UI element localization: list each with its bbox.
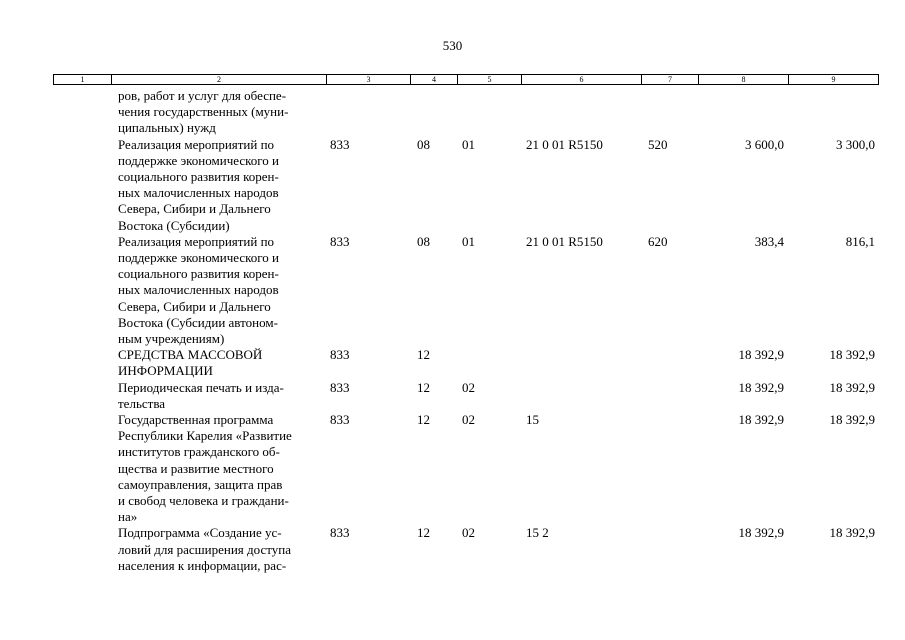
cell-ministry-code: 833	[330, 525, 350, 541]
table-row	[0, 234, 905, 347]
description-line: Подпрограмма «Создание ус-	[118, 525, 282, 541]
cell-section: 08	[417, 136, 430, 152]
table-header	[53, 74, 879, 85]
cell-ministry-code: 833	[330, 233, 350, 249]
cell-target-item: 15 2	[526, 525, 549, 541]
description-line: Востока (Субсидии)	[118, 217, 230, 233]
cell-amount-2: 3 300,0	[836, 136, 875, 152]
cell-amount-1: 18 392,9	[738, 347, 784, 363]
cell-expense-type: 520	[648, 136, 668, 152]
description-line: Севера, Сибири и Дальнего	[118, 201, 271, 217]
header-col-5: 5	[458, 75, 522, 84]
cell-ministry-code: 833	[330, 379, 350, 395]
header-col-7: 7	[642, 75, 699, 84]
cell-amount-1: 383,4	[754, 233, 784, 249]
cell-subsection: 02	[462, 525, 475, 541]
row-description	[118, 234, 323, 347]
header-col-4: 4	[411, 75, 458, 84]
description-line: самоуправления, защита прав	[118, 476, 283, 492]
description-line: Периодическая печать и изда-	[118, 379, 284, 395]
row-description	[118, 380, 323, 412]
table-row	[0, 137, 905, 234]
row-description	[118, 525, 323, 574]
cell-section: 12	[417, 379, 430, 395]
description-line: населения к информации, рас-	[118, 557, 287, 573]
description-line: Государственная программа	[118, 412, 274, 428]
cell-amount-2: 816,1	[845, 233, 875, 249]
header-col-9: 9	[831, 75, 836, 84]
cell-amount-1: 18 392,9	[738, 525, 784, 541]
cell-amount-2: 18 392,9	[829, 525, 875, 541]
cell-amount-1: 18 392,9	[738, 379, 784, 395]
table-row	[0, 412, 905, 525]
row-description	[118, 347, 323, 379]
cell-ministry-code: 833	[330, 412, 350, 428]
description-line: на»	[118, 509, 138, 525]
cell-section: 12	[417, 525, 430, 541]
description-line: ров, работ и услуг для обеспе-	[118, 88, 287, 103]
header-col-8: 8	[699, 75, 789, 84]
cell-subsection: 02	[462, 412, 475, 428]
description-line: Реализация мероприятий по	[118, 233, 275, 249]
header-col-2: 2	[112, 75, 327, 84]
description-line: ловий для расширения доступа	[118, 541, 291, 557]
cell-expense-type: 620	[648, 233, 668, 249]
table-row	[0, 88, 905, 137]
description-line: ных малочисленных народов	[118, 185, 279, 201]
cell-subsection: 01	[462, 136, 475, 152]
description-line: Республики Карелия «Развитие	[118, 428, 292, 444]
description-line: Реализация мероприятий по	[118, 136, 275, 152]
description-line: ным учреждениям)	[118, 331, 225, 347]
cell-amount-2: 18 392,9	[829, 412, 875, 428]
cell-amount-1: 18 392,9	[738, 412, 784, 428]
table-row	[0, 525, 905, 574]
header-col-1: 1	[54, 75, 112, 84]
cell-target-item: 21 0 01 R5150	[526, 136, 603, 152]
table-body	[0, 88, 905, 574]
description-line: ных малочисленных народов	[118, 282, 279, 298]
table-row	[0, 347, 905, 379]
cell-amount-2: 18 392,9	[829, 379, 875, 395]
row-description	[118, 412, 323, 525]
description-line: социального развития корен-	[118, 266, 279, 282]
description-line: социального развития корен-	[118, 169, 279, 185]
cell-section: 12	[417, 347, 430, 363]
cell-section: 08	[417, 233, 430, 249]
description-line: поддержке экономического и	[118, 152, 279, 168]
cell-target-item: 15	[526, 412, 539, 428]
description-line: Востока (Субсидии автоном-	[118, 314, 278, 330]
header-col-6: 6	[522, 75, 642, 84]
cell-amount-2: 18 392,9	[829, 347, 875, 363]
description-line: тельства	[118, 395, 166, 411]
cell-ministry-code: 833	[330, 136, 350, 152]
description-line: СРЕДСТВА МАССОВОЙ	[118, 347, 263, 363]
table-row	[0, 380, 905, 412]
row-description	[118, 137, 323, 234]
cell-ministry-code: 833	[330, 347, 350, 363]
description-line: щества и развитие местного	[118, 460, 274, 476]
description-line: и свобод человека и граждани-	[118, 493, 289, 509]
cell-target-item: 21 0 01 R5150	[526, 233, 603, 249]
description-line: ИНФОРМАЦИИ	[118, 363, 213, 379]
header-col-3: 3	[327, 75, 411, 84]
description-line: институтов гражданского об-	[118, 444, 280, 460]
cell-subsection: 02	[462, 379, 475, 395]
page-number: 530	[442, 38, 463, 53]
description-line: чения государственных (муни-	[118, 104, 289, 120]
description-line: Севера, Сибири и Дальнего	[118, 298, 271, 314]
description-line: ципальных) нужд	[118, 120, 216, 136]
cell-section: 12	[417, 412, 430, 428]
cell-amount-1: 3 600,0	[745, 136, 784, 152]
description-line: поддержке экономического и	[118, 250, 279, 266]
row-description	[118, 88, 323, 137]
cell-subsection: 01	[462, 233, 475, 249]
